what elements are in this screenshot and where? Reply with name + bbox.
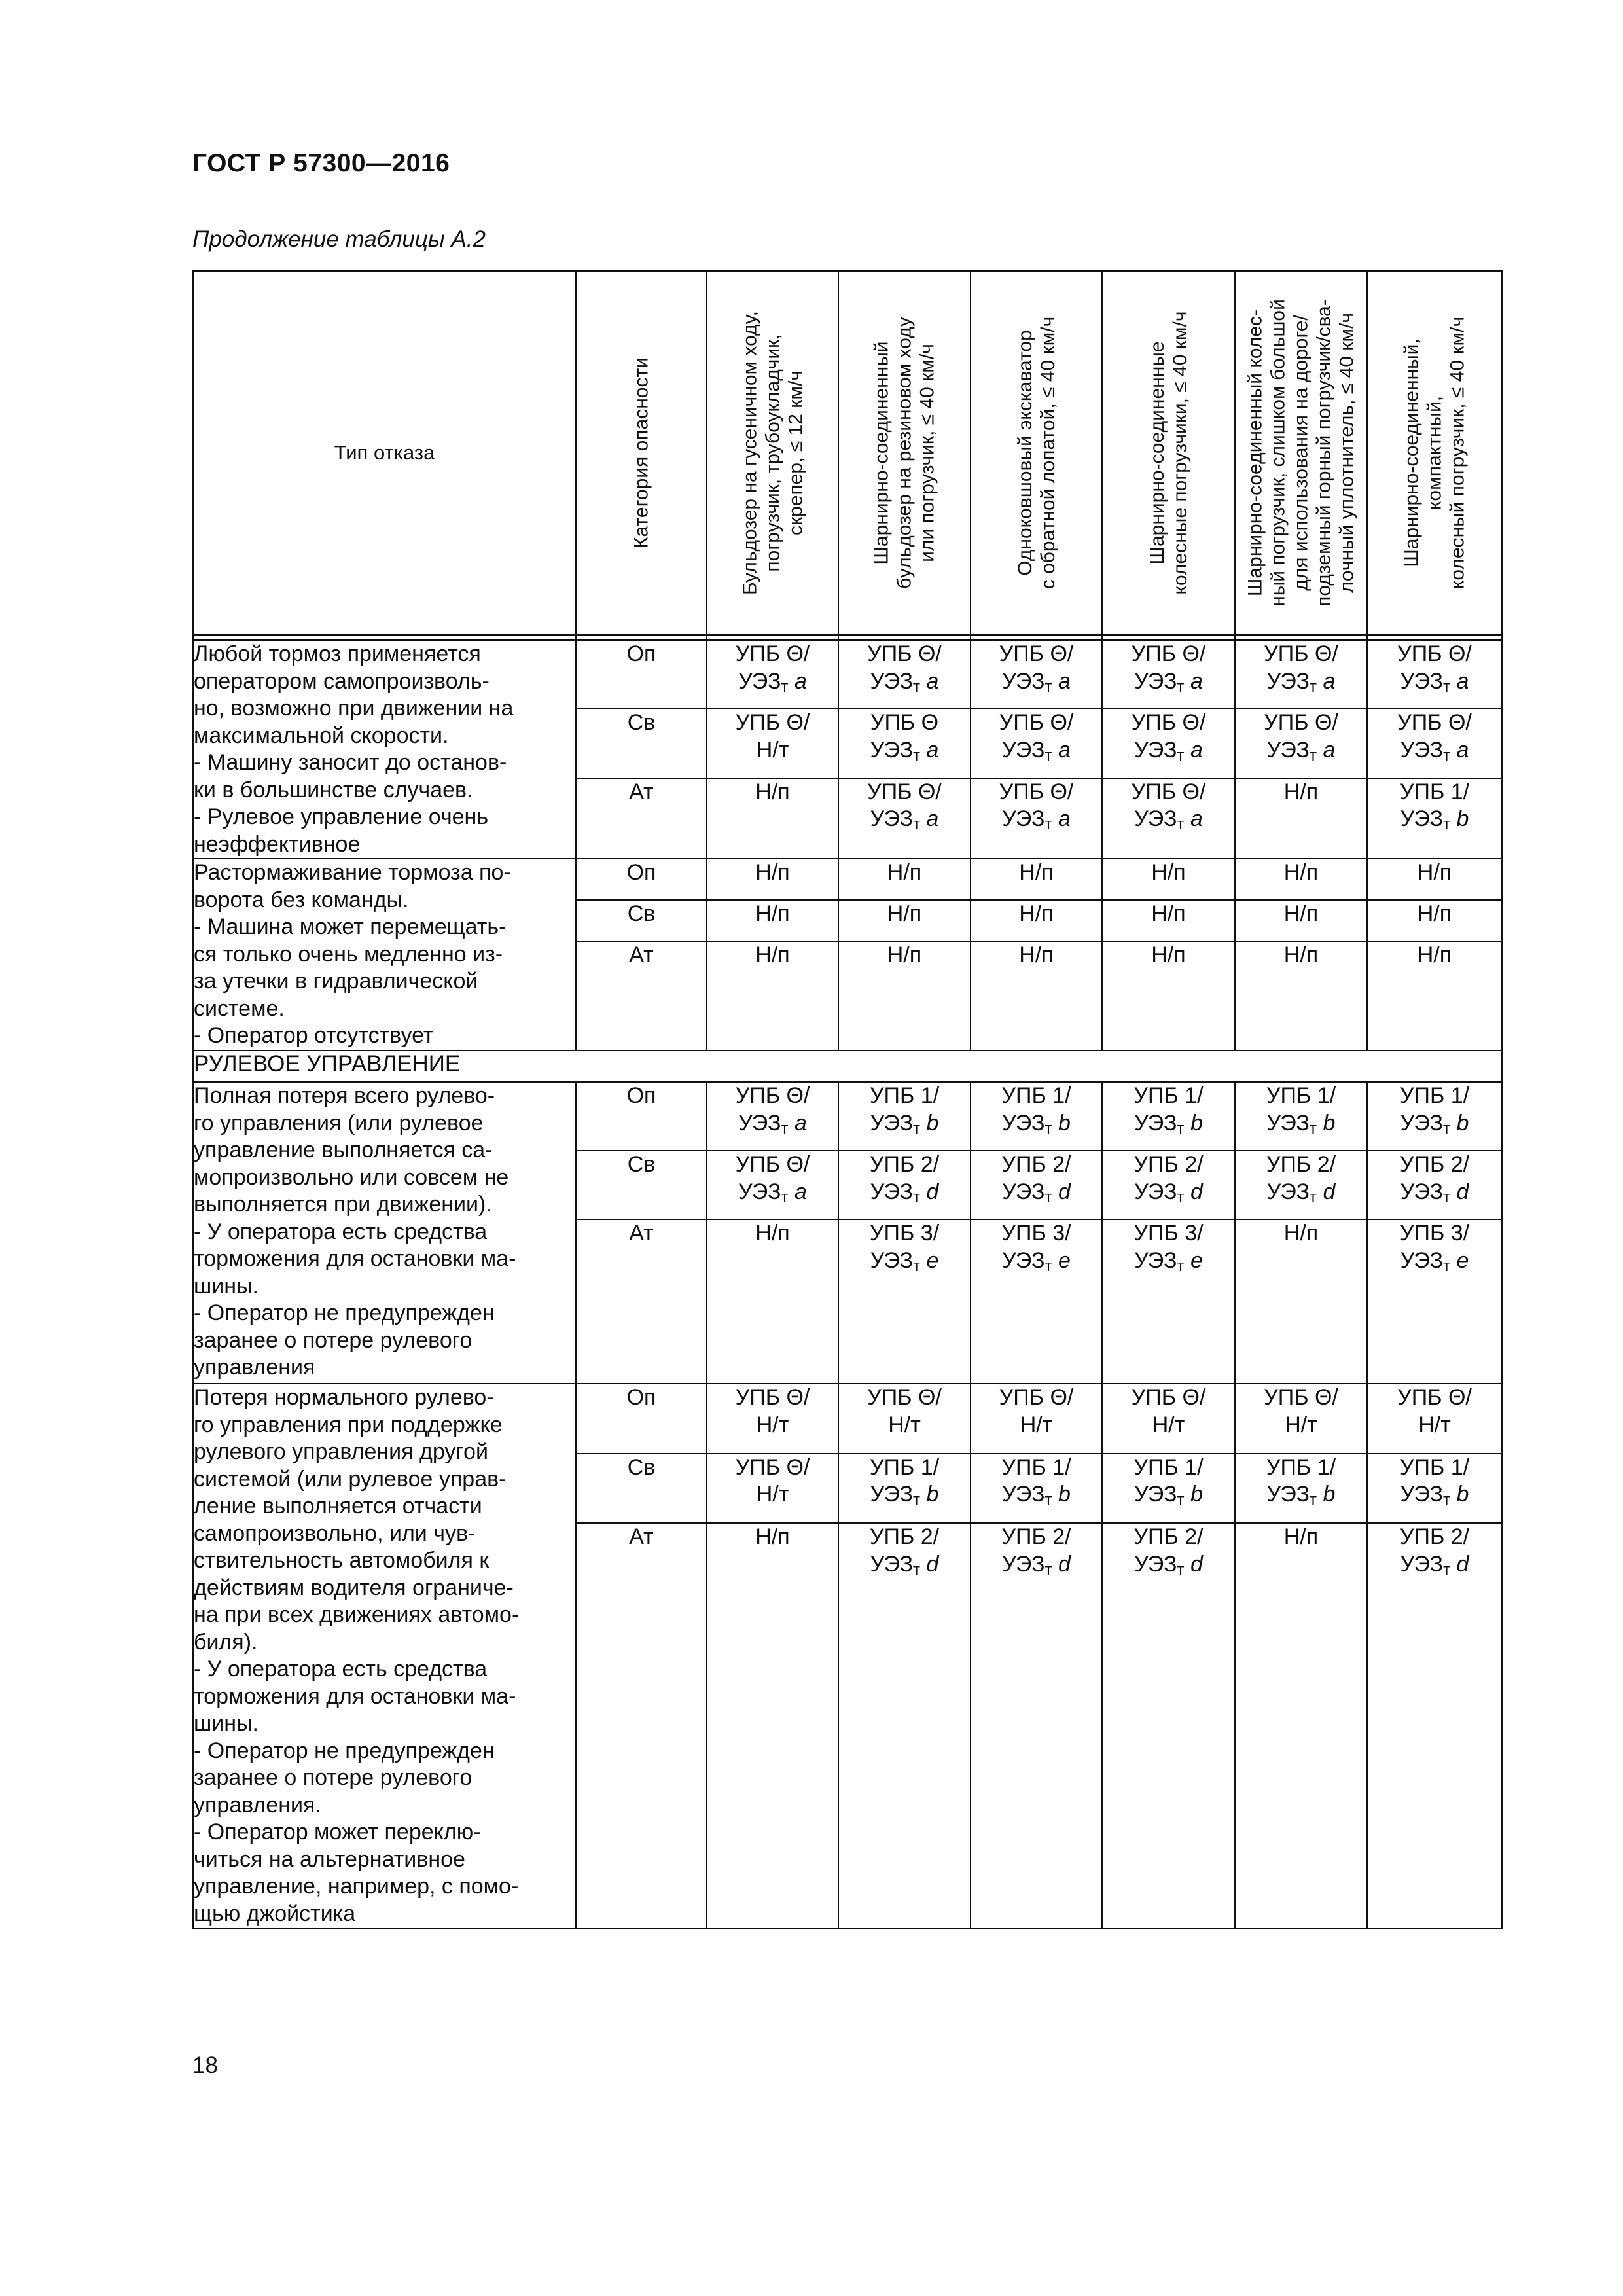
rating-code: $УЭЗ_т$ a	[738, 1179, 807, 1206]
rating-cell	[838, 640, 971, 709]
rating-level: УПБ 2/	[1001, 1152, 1071, 1177]
failure-text-line: Любой тормоз применяется	[194, 641, 481, 666]
rating-code: $УЭЗ_т$ b	[1134, 1110, 1203, 1138]
rating-cell	[971, 941, 1102, 1050]
rating-level: Н/п	[1151, 942, 1186, 967]
header-text-line: Шарнирно-соединенный,	[1400, 338, 1423, 567]
failure-text-line: управление выполняется са-	[194, 1138, 493, 1162]
rating-cell	[707, 1151, 838, 1219]
rating-code: $УЭЗ_т$ b	[870, 1110, 939, 1138]
rating-code: $УЭЗ_т$ d	[1400, 1551, 1469, 1579]
rating-cell	[1102, 900, 1235, 941]
failure-text-line: заранее о потере рулевого	[194, 1765, 473, 1790]
failure-text-line: го управления (или рулевое	[194, 1110, 484, 1136]
rating-level: УПБ 3/	[1001, 1221, 1071, 1246]
failure-text-line: - Машина может перемещать-	[194, 914, 507, 939]
rating-code: $УЭЗ_т$ b	[1400, 806, 1469, 834]
rating-level: Н/п	[1019, 942, 1054, 967]
rating-code: $УЭЗ_т$ a	[870, 806, 939, 834]
rating-level: УПБ Θ/	[1264, 1385, 1338, 1410]
rating-cell	[707, 859, 838, 900]
failure-text-line: системой (или рулевое управ-	[194, 1466, 507, 1492]
rating-code: Н/т	[1285, 1412, 1317, 1437]
rating-code: $УЭЗ_т$ b	[1266, 1482, 1336, 1509]
failure-text-line: щью джойстика	[194, 1901, 356, 1926]
rating-cell	[1367, 1384, 1502, 1454]
rating-level: Н/п	[755, 942, 790, 967]
failure-text-line: максимальной скорости.	[194, 723, 449, 748]
header-machine-1	[707, 271, 838, 635]
rating-level: Н/п	[755, 779, 790, 804]
rating-level: УПБ Θ/	[735, 1152, 810, 1177]
rating-cell	[838, 900, 971, 941]
rating-cell	[838, 1151, 971, 1219]
rating-cell	[971, 1454, 1102, 1524]
rating-code: $УЭЗ_т$ d	[870, 1179, 939, 1206]
rating-cell	[1235, 900, 1367, 941]
hazard-category-cell: Ат	[576, 1523, 707, 1928]
rating-cell	[971, 640, 1102, 709]
rating-code: $УЭЗ_т$ a	[1002, 668, 1071, 696]
rating-level: УПБ Θ/	[1397, 641, 1472, 666]
rating-code: $УЭЗ_т$ a	[1266, 668, 1336, 696]
rating-cell	[707, 900, 838, 941]
rating-level: УПБ Θ	[870, 710, 939, 736]
header-text-line: компактный,	[1423, 395, 1446, 511]
header-text-line: Категория опасности	[630, 357, 652, 548]
rating-cell	[1235, 859, 1367, 900]
rating-code: Н/т	[756, 1482, 789, 1507]
rating-cell	[707, 1384, 838, 1454]
header-text-line: или погрузчик, ≤ 40 км/ч	[916, 344, 938, 562]
rating-level: УПБ 3/	[869, 1221, 940, 1246]
rating-level: Н/п	[1019, 860, 1054, 885]
rating-code: $УЭЗ_т$ a	[1400, 668, 1469, 696]
rating-cell	[1102, 941, 1235, 1050]
hazard-category-cell: Св	[576, 1151, 707, 1219]
rating-level: УПБ Θ/	[1131, 1385, 1206, 1410]
rating-cell	[1367, 778, 1502, 859]
hazard-category-cell: Св	[576, 1454, 707, 1524]
failure-text-line: оператором самопроизволь-	[194, 668, 490, 694]
rating-code: $УЭЗ_т$ a	[1134, 737, 1203, 764]
header-machine-3	[971, 271, 1102, 635]
rating-cell	[1235, 1082, 1367, 1151]
rating-level: УПБ Θ/	[999, 710, 1074, 736]
rating-code: Н/т	[1152, 1412, 1185, 1437]
rating-cell	[1102, 1082, 1235, 1151]
failure-text-line: Полная потеря всего рулево-	[194, 1083, 495, 1108]
rating-cell	[838, 709, 971, 778]
rating-level: Н/п	[887, 942, 922, 967]
rating-level: УПБ 1/	[1001, 1083, 1071, 1108]
rating-level: УПБ 1/	[1399, 779, 1470, 804]
rating-cell	[971, 859, 1102, 900]
failure-text-line: самопроизвольно, или чув-	[194, 1520, 476, 1546]
rating-level: УПБ 2/	[869, 1152, 940, 1177]
header-text-line: Шарнирно-соединенный	[870, 341, 893, 565]
rating-cell	[838, 1219, 971, 1384]
rating-cell	[1102, 1151, 1235, 1219]
table-row	[193, 1082, 1502, 1151]
failure-text-line: управления	[194, 1355, 315, 1380]
rating-cell	[1367, 1151, 1502, 1219]
failure-text-line: биля).	[194, 1629, 258, 1655]
rating-code: Н/т	[756, 737, 789, 762]
rating-cell	[1367, 1523, 1502, 1928]
rating-code: $УЭЗ_т$ b	[870, 1482, 939, 1509]
failure-text-line: но, возможно при движении на	[194, 696, 514, 721]
rating-cell	[971, 709, 1102, 778]
rating-cell	[1102, 778, 1235, 859]
table-row	[193, 640, 1502, 709]
failure-text-line: - Оператор не предупрежден	[194, 1738, 495, 1763]
rating-code: $УЭЗ_т$ d	[870, 1551, 939, 1579]
table-row	[193, 859, 1502, 900]
rating-cell	[838, 941, 971, 1050]
failure-text-line: мопроизвольно или совсем не	[194, 1164, 509, 1190]
rating-level: Н/п	[1417, 860, 1452, 885]
failure-text-line: на при всех движениях автомо-	[194, 1602, 520, 1627]
rating-code: $УЭЗ_т$ e	[870, 1247, 939, 1275]
rating-level: УПБ Θ/	[1397, 710, 1472, 736]
section-heading-steering: РУЛЕВОЕ УПРАВЛЕНИЕ	[193, 1050, 1502, 1082]
rating-cell	[1367, 1454, 1502, 1524]
rating-code: $УЭЗ_т$ d	[1266, 1179, 1336, 1206]
rating-level: Н/п	[755, 901, 790, 926]
rating-cell	[971, 1219, 1102, 1384]
rating-cell	[1235, 1151, 1367, 1219]
rating-cell	[1102, 709, 1235, 778]
table-row	[193, 1384, 1502, 1454]
hazard-category-cell: Св	[576, 900, 707, 941]
rating-cell	[707, 778, 838, 859]
rating-cell	[707, 1219, 838, 1384]
rating-level: Н/п	[1417, 901, 1452, 926]
failure-text-line: заранее о потере рулевого	[194, 1327, 473, 1353]
header-text-line: бульдозер на резиновом ходу	[893, 317, 916, 589]
header-text-line: колесные погрузчики, ≤ 40 км/ч	[1169, 311, 1191, 595]
failure-text-line: читься на альтернативное	[194, 1846, 465, 1872]
failure-text-line: торможения для остановки ма-	[194, 1246, 516, 1271]
rating-level: УПБ Θ/	[867, 1385, 942, 1410]
rating-cell	[1235, 1523, 1367, 1928]
rating-level: Н/п	[1019, 901, 1054, 926]
rating-code: $УЭЗ_т$ a	[870, 668, 939, 696]
rating-level: УПБ 1/	[1266, 1454, 1336, 1480]
rating-level: УПБ Θ/	[735, 641, 810, 666]
rating-cell	[1235, 640, 1367, 709]
failure-text-line: ворота без команды.	[194, 887, 409, 912]
failure-text-line: управления.	[194, 1792, 321, 1818]
failure-text-line: ки в большинстве случаев.	[194, 777, 473, 802]
document-title: ГОСТ Р 57300—2016	[192, 149, 450, 177]
rating-cell	[1102, 1384, 1235, 1454]
header-machine-5	[1235, 271, 1367, 635]
header-text-line: Бульдозер на гусеничном ходу,	[739, 310, 760, 596]
header-text-line: ный погрузчик, слишком большой	[1267, 299, 1289, 607]
rating-code: $УЭЗ_т$ d	[1002, 1551, 1071, 1579]
rating-level: УПБ 2/	[1133, 1524, 1204, 1550]
rating-cell	[707, 1082, 838, 1151]
rating-level: УПБ 2/	[1266, 1152, 1336, 1177]
rating-level: УПБ Θ/	[735, 710, 810, 736]
header-spacer-row	[193, 635, 1502, 640]
rating-level: УПБ Θ/	[735, 1454, 810, 1480]
header-failure-type: Тип отказа	[193, 271, 576, 635]
rating-level: УПБ 1/	[1133, 1454, 1204, 1480]
rating-cell	[1102, 1523, 1235, 1928]
rating-level: УПБ 1/	[1266, 1083, 1336, 1108]
rating-code: $УЭЗ_т$ e	[1002, 1247, 1071, 1275]
header-text-line: Шарнирно-соединенные	[1146, 341, 1168, 565]
header-machine-4	[1102, 271, 1235, 635]
rating-code: $УЭЗ_т$ a	[1134, 806, 1203, 834]
failure-description	[193, 859, 576, 1050]
rating-cell	[1235, 1219, 1367, 1384]
header-text-line: Шарнирно-соединенный колес-	[1244, 309, 1266, 597]
rating-cell	[1235, 709, 1367, 778]
rating-cell	[971, 1523, 1102, 1928]
rating-cell	[1367, 709, 1502, 778]
failure-text-line: системе.	[194, 996, 285, 1021]
rating-level: Н/п	[887, 901, 922, 926]
header-machine-6	[1367, 271, 1502, 635]
header-text-line: колесный погрузчик, ≤ 40 км/ч	[1446, 316, 1469, 590]
failure-text-line: Растормаживание тормоза по-	[194, 860, 511, 885]
rating-level: Н/п	[755, 860, 790, 885]
header-text-line: с обратной лопатой, ≤ 40 км/ч	[1037, 316, 1059, 590]
rating-cell	[971, 778, 1102, 859]
failure-text-line: действиям водителя ограниче-	[194, 1575, 514, 1600]
rating-cell	[707, 709, 838, 778]
rating-level: Н/п	[1283, 1221, 1319, 1246]
rating-cell	[1102, 640, 1235, 709]
rating-cell	[707, 1523, 838, 1928]
rating-level: УПБ Θ/	[867, 641, 942, 666]
rating-cell	[838, 778, 971, 859]
rating-code: $УЭЗ_т$ b	[1134, 1482, 1203, 1509]
failure-description	[193, 640, 576, 859]
header-hazard-category	[576, 271, 707, 635]
rating-code: $УЭЗ_т$ b	[1002, 1110, 1071, 1138]
rating-level: УПБ 2/	[869, 1524, 940, 1550]
rating-level: УПБ Θ/	[1264, 641, 1338, 666]
rating-cell	[707, 941, 838, 1050]
hazard-category-cell: Ат	[576, 1219, 707, 1384]
rating-cell	[971, 1151, 1102, 1219]
rating-code: $УЭЗ_т$ e	[1134, 1247, 1203, 1275]
rating-level: УПБ 1/	[869, 1083, 940, 1108]
rating-code: $УЭЗ_т$ a	[738, 668, 807, 696]
rating-code: Н/т	[888, 1412, 921, 1437]
failure-description	[193, 1384, 576, 1928]
rating-code: $УЭЗ_т$ a	[870, 737, 939, 764]
rating-level: Н/п	[1417, 942, 1452, 967]
rating-level: УПБ Θ/	[999, 1385, 1074, 1410]
hazard-category-cell: Оп	[576, 1082, 707, 1151]
rating-code: $УЭЗ_т$ a	[1002, 737, 1071, 764]
rating-code: $УЭЗ_т$ e	[1400, 1247, 1469, 1275]
hazard-category-cell: Оп	[576, 1384, 707, 1454]
rating-level: УПБ Θ/	[1131, 641, 1206, 666]
failure-text-line: го управления при поддержке	[194, 1412, 503, 1437]
failure-text-line: за утечки в гидравлической	[194, 969, 478, 994]
rating-cell	[1102, 859, 1235, 900]
failure-text-line: неэффективное	[194, 831, 361, 857]
rating-cell	[1235, 1454, 1367, 1524]
header-text-line: для использования на дороге/	[1290, 315, 1312, 591]
header-text-line: подземный горный погрузчик/сва-	[1313, 299, 1335, 607]
failure-text-line: Потеря нормального рулево-	[194, 1385, 494, 1410]
rating-code: $УЭЗ_т$ d	[1134, 1179, 1203, 1206]
rating-level: Н/п	[1151, 901, 1186, 926]
failure-text-line: - У оператора есть средства	[194, 1657, 488, 1681]
rating-code: $УЭЗ_т$ b	[1266, 1110, 1336, 1138]
rating-level: УПБ Θ/	[999, 641, 1074, 666]
section-row	[193, 1050, 1502, 1082]
rating-code: $УЭЗ_т$ a	[738, 1110, 807, 1138]
hazard-table	[192, 270, 1503, 1929]
rating-level: Н/п	[1283, 779, 1319, 804]
rating-cell	[838, 1384, 971, 1454]
rating-level: Н/п	[755, 1524, 790, 1550]
rating-cell	[1367, 941, 1502, 1050]
header-text-line: Одноковшовый экскаватор	[1014, 330, 1036, 576]
failure-text-line: - Оператор не предупрежден	[194, 1300, 495, 1325]
rating-code: $УЭЗ_т$ a	[1400, 737, 1469, 764]
rating-level: Н/п	[1283, 901, 1319, 926]
failure-text-line: - Машину заносит до останов-	[194, 750, 507, 775]
rating-cell	[707, 640, 838, 709]
rating-cell	[1235, 941, 1367, 1050]
rating-code: $УЭЗ_т$ a	[1266, 737, 1336, 764]
rating-code: Н/т	[756, 1412, 789, 1437]
rating-cell	[1235, 1384, 1367, 1454]
rating-code: Н/т	[1020, 1412, 1053, 1437]
rating-code: $УЭЗ_т$ d	[1002, 1179, 1071, 1206]
rating-level: УПБ Θ/	[735, 1083, 810, 1108]
rating-level: Н/п	[1283, 1524, 1319, 1550]
failure-text-line: ствительность автомобиля к	[194, 1548, 490, 1573]
failure-text-line: торможения для остановки ма-	[194, 1683, 516, 1709]
rating-cell	[1367, 1219, 1502, 1384]
header-machine-2	[838, 271, 971, 635]
rating-level: УПБ 1/	[1001, 1454, 1071, 1480]
failure-text-line: ление выполняется отчасти	[194, 1494, 482, 1518]
header-text-line: лочный уплотнитель, ≤ 40 км/ч	[1336, 313, 1358, 594]
rating-level: Н/п	[1283, 942, 1319, 967]
rating-code: Н/т	[1418, 1412, 1451, 1437]
rating-level: УПБ Θ/	[1264, 710, 1338, 736]
rating-code: $УЭЗ_т$ a	[1134, 668, 1203, 696]
rating-level: УПБ 2/	[1399, 1152, 1470, 1177]
table-header-row	[193, 271, 1502, 635]
header-text-line: скрепер, ≤ 12 км/ч	[785, 370, 806, 535]
rating-level: УПБ 3/	[1133, 1221, 1204, 1246]
rating-cell	[1367, 1082, 1502, 1151]
failure-text-line: - Оператор отсутствует	[194, 1023, 434, 1048]
hazard-category-cell: Оп	[576, 640, 707, 709]
failure-description	[193, 1082, 576, 1384]
rating-code: $УЭЗ_т$ d	[1400, 1179, 1469, 1206]
failure-text-line: - У оператора есть средства	[194, 1219, 488, 1244]
rating-level: УПБ 2/	[1001, 1524, 1071, 1550]
rating-cell	[1102, 1454, 1235, 1524]
rating-cell	[1102, 1219, 1235, 1384]
rating-code: $УЭЗ_т$ b	[1400, 1482, 1469, 1509]
rating-level: УПБ 2/	[1133, 1152, 1204, 1177]
rating-cell	[1367, 640, 1502, 709]
rating-level: Н/п	[1283, 860, 1319, 885]
rating-level: УПБ 1/	[1399, 1083, 1470, 1108]
rating-cell	[838, 859, 971, 900]
rating-level: Н/п	[1151, 860, 1186, 885]
table-continuation-caption: Продолжение таблицы А.2	[192, 226, 486, 252]
rating-code: $УЭЗ_т$ a	[1002, 806, 1071, 834]
rating-code: $УЭЗ_т$ d	[1134, 1551, 1203, 1579]
failure-text-line: ся только очень медленно из-	[194, 941, 503, 967]
rating-level: УПБ 1/	[1399, 1454, 1470, 1480]
rating-cell	[1367, 859, 1502, 900]
rating-cell	[1235, 778, 1367, 859]
rating-level: УПБ 3/	[1399, 1221, 1470, 1246]
header-text-line: погрузчик, трубоукладчик,	[762, 334, 783, 572]
rating-level: УПБ Θ/	[999, 779, 1074, 804]
rating-level: УПБ Θ/	[1397, 1385, 1472, 1410]
hazard-category-cell: Св	[576, 709, 707, 778]
rating-cell	[1367, 900, 1502, 941]
rating-cell	[707, 1454, 838, 1524]
rating-level: УПБ Θ/	[867, 779, 942, 804]
rating-cell	[838, 1082, 971, 1151]
failure-text-line: выполняется при движении).	[194, 1192, 492, 1217]
rating-cell	[838, 1454, 971, 1524]
rating-level: УПБ Θ/	[1131, 779, 1206, 804]
failure-text-line: - Оператор может переклю-	[194, 1820, 481, 1844]
rating-level: Н/п	[887, 860, 922, 885]
rating-level: УПБ 2/	[1399, 1524, 1470, 1550]
page-number: 18	[192, 2053, 218, 2078]
rating-cell	[971, 1384, 1102, 1454]
rating-cell	[838, 1523, 971, 1928]
hazard-category-cell: Ат	[576, 941, 707, 1050]
rating-level: Н/п	[755, 1221, 790, 1246]
failure-text-line: шины.	[194, 1273, 259, 1299]
rating-level: УПБ 1/	[869, 1454, 940, 1480]
rating-level: УПБ Θ/	[1131, 710, 1206, 736]
hazard-category-cell: Оп	[576, 859, 707, 900]
rating-code: $УЭЗ_т$ b	[1002, 1482, 1071, 1509]
rating-cell	[971, 1082, 1102, 1151]
hazard-category-cell: Ат	[576, 778, 707, 859]
rating-level: УПБ 1/	[1133, 1083, 1204, 1108]
failure-text-line: - Рулевое управление очень	[194, 804, 489, 829]
failure-text-line: рулевого управления другой	[194, 1439, 488, 1464]
rating-level: УПБ Θ/	[735, 1385, 810, 1410]
rating-cell	[971, 900, 1102, 941]
rating-code: $УЭЗ_т$ b	[1400, 1110, 1469, 1138]
failure-text-line: управление, например, с помо-	[194, 1874, 519, 1899]
failure-text-line: шины.	[194, 1711, 259, 1736]
